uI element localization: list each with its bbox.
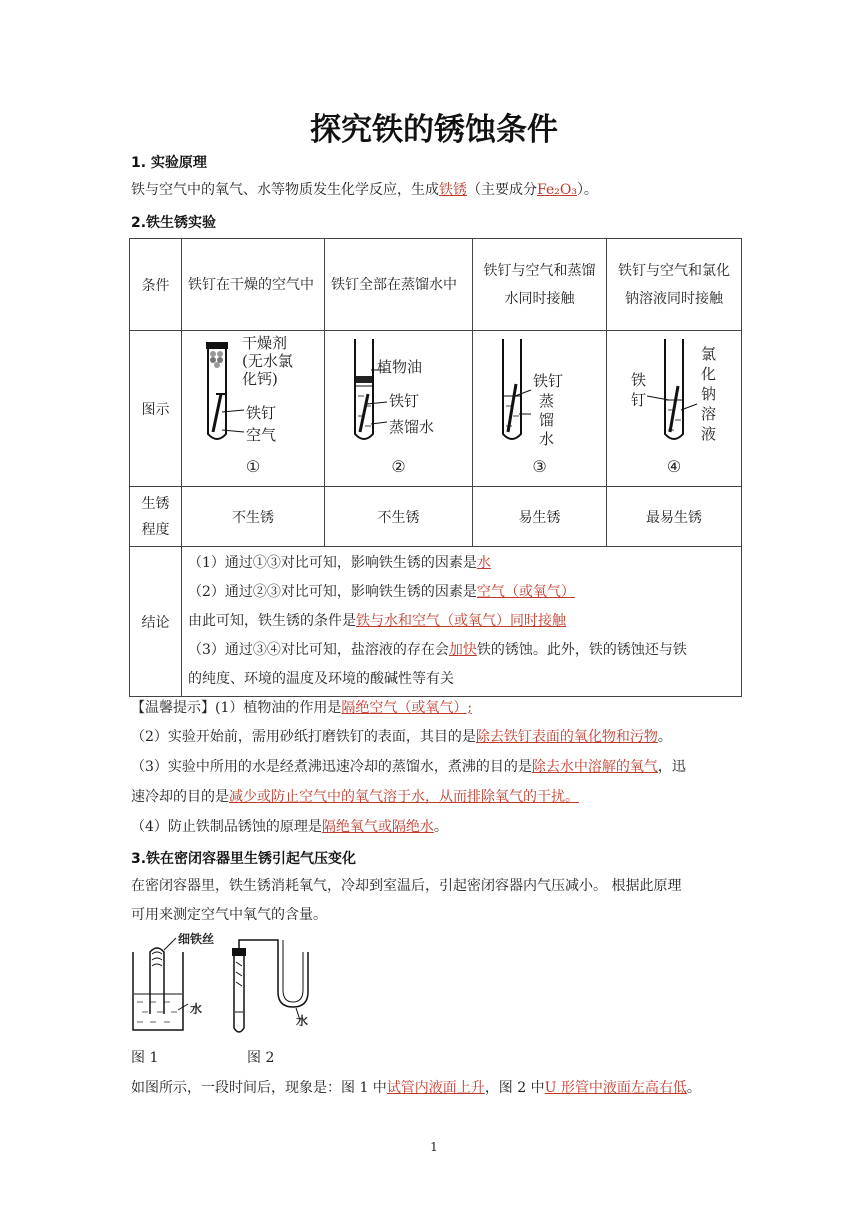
tip-4 (131, 787, 579, 807)
label-air: 空气 (246, 425, 277, 444)
condition-2: 铁钉全部在蒸馏水中 (325, 239, 473, 331)
section2-heading: 2.铁生锈实验 (131, 215, 217, 231)
degree-2: 不生锈 (325, 487, 473, 547)
text: （2）通过②③对比可知，影响铁生锈的因素是 (188, 584, 477, 600)
answer-result-1: 试管内液面上升 (386, 1080, 485, 1096)
conclusion-cell (182, 547, 742, 697)
text: ，迅 (657, 759, 686, 775)
label-zheng: 蒸 (539, 391, 555, 410)
label-water-fig1: 水 (190, 1002, 203, 1016)
label-iron-wire: 细铁丝 (178, 932, 215, 946)
figure-caption-2: 图 2 (247, 1050, 275, 1066)
text: （4）防止铁制品锈蚀的原理是 (131, 819, 322, 835)
text: （主要成分 (467, 182, 537, 198)
figure-caption-1: 图 1 (131, 1050, 159, 1066)
conclusion-line-3 (188, 607, 735, 636)
text: 铁与空气中的氧气、水等物质发生化学反应，生成 (131, 182, 439, 198)
answer-water: 水 (476, 555, 491, 571)
text: 【温馨提示】(1）植物油的作用是 (131, 700, 342, 716)
answer-tip-1: 隔绝空气（或氧气）; (341, 700, 473, 716)
label-rong: 溶 (701, 404, 717, 423)
section3-line-1: 在密闭容器里，铁生锈消耗氧气，冷却到室温后，引起密闭容器内气压减小。 根据此原理 (131, 878, 682, 894)
answer-tip-4: 减少或防止空气中的氧气溶于水，从而排除氧气的干扰。 (229, 789, 579, 805)
label-desiccant: 干燥剂 (242, 333, 288, 352)
answer-oxygen: 空气（或氧气） (476, 584, 575, 600)
answer-rust-condition: 铁与水和空气（或氧气）同时接触 (356, 613, 566, 629)
label-lv: 氯 (701, 344, 717, 363)
text: 。 (657, 729, 672, 745)
label-vegetable-oil: 植物油 (377, 357, 423, 376)
section3-result (131, 1078, 701, 1098)
rust-experiment-table (129, 238, 742, 697)
tip-3 (131, 757, 686, 777)
text: ）。 (576, 182, 598, 198)
label-ding: 钉 (631, 390, 647, 409)
section1-heading: 1. 实验原理 (131, 155, 207, 171)
page-title: 探究铁的锈蚀条件 (310, 112, 558, 148)
text: （1）通过①③对比可知，影响铁生锈的因素是 (188, 555, 477, 571)
label-nail: 铁钉 (246, 403, 277, 422)
tip-1 (131, 698, 472, 718)
label-desiccant-3: 化钙) (242, 369, 278, 388)
conclusion-line-2 (188, 578, 735, 607)
answer-tip-5: 隔绝氧气或隔绝水 (321, 819, 434, 835)
label-ye: 液 (701, 424, 717, 443)
table-row-degree (130, 487, 742, 547)
text: （3）通过③④对比可知，盐溶液的存在会 (188, 642, 449, 658)
table-row-condition (130, 239, 742, 331)
condition-4: 铁钉与空气和氯化钠溶液同时接触 (607, 239, 742, 331)
answer-accelerate: 加快 (448, 642, 477, 658)
figure-cell-4 (607, 331, 742, 487)
text: ，图 2 中 (484, 1080, 545, 1096)
label-water-fig2: 水 (296, 1014, 309, 1028)
section3-heading: 3.铁在密闭容器里生锈引起气压变化 (131, 851, 357, 867)
section3-line-2: 可用来测定空气中氧气的含量。 (131, 907, 327, 923)
row-label-figure: 图示 (130, 331, 182, 487)
label-na: 钠 (701, 384, 717, 403)
condition-3: 铁钉与空气和蒸馏水同时接触 (473, 239, 607, 331)
row-label-degree: 生锈程度 (130, 487, 182, 547)
page-number: 1 (430, 1140, 438, 1154)
answer-tip-2: 除去铁钉表面的氧化物和污物 (475, 729, 658, 745)
text: 由此可知，铁生锈的条件是 (188, 613, 356, 629)
label-nail-3: 铁钉 (533, 371, 564, 390)
text: （2）实验开始前，需用砂纸打磨铁钉的表面，其目的是 (131, 729, 476, 745)
text: 速冷却的目的是 (131, 789, 229, 805)
table-row-conclusion (130, 547, 742, 697)
answer-formula: Fe₂O₃ (537, 182, 577, 198)
degree-1: 不生锈 (182, 487, 325, 547)
text: （3）实验中所用的水是经煮沸迅速冷却的蒸馏水，煮沸的目的是 (131, 759, 532, 775)
degree-4: 最易生锈 (607, 487, 742, 547)
answer-result-2: U 形管中液面左高右低 (544, 1080, 687, 1096)
conclusion-line-4 (188, 636, 735, 665)
text: 如图所示，一段时间后，现象是：图 1 中 (131, 1080, 387, 1096)
label-tie: 铁 (631, 370, 647, 389)
row-label-conclusion: 结论 (130, 547, 182, 697)
row-label-condition: 条件 (130, 239, 182, 331)
answer-rust: 铁锈 (439, 182, 467, 198)
figure-number-2: ② (391, 456, 406, 476)
section1-text (131, 180, 598, 200)
figure-number-1: ① (245, 456, 261, 476)
figure-cell-2 (325, 331, 473, 487)
label-nail-2: 铁钉 (389, 391, 420, 410)
figure-number-3: ③ (532, 456, 547, 476)
label-liu: 馏 (539, 410, 555, 429)
tip-5 (131, 817, 448, 837)
degree-3: 易生锈 (473, 487, 607, 547)
figure-number-4: ④ (666, 456, 682, 476)
label-distilled-water: 蒸馏水 (389, 417, 435, 436)
answer-tip-3: 除去水中溶解的氧气 (531, 759, 658, 775)
figure-cell-1 (182, 331, 325, 487)
label-shui: 水 (539, 429, 555, 448)
tip-2 (131, 727, 672, 747)
label-desiccant-2: (无水氯 (242, 351, 293, 370)
label-hua: 化 (701, 364, 717, 383)
condition-1: 铁钉在干燥的空气中 (182, 239, 325, 331)
text: 。 (433, 819, 448, 835)
conclusion-line-1 (188, 549, 735, 578)
table-row-figure (130, 331, 742, 487)
text: 。 (686, 1080, 701, 1096)
figure-cell-3 (473, 331, 607, 487)
conclusion-line-5: 的纯度、环境的温度及环境的酸碱性等有关 (188, 671, 454, 687)
text: 铁的锈蚀。此外，铁的锈蚀还与铁 (476, 642, 687, 658)
